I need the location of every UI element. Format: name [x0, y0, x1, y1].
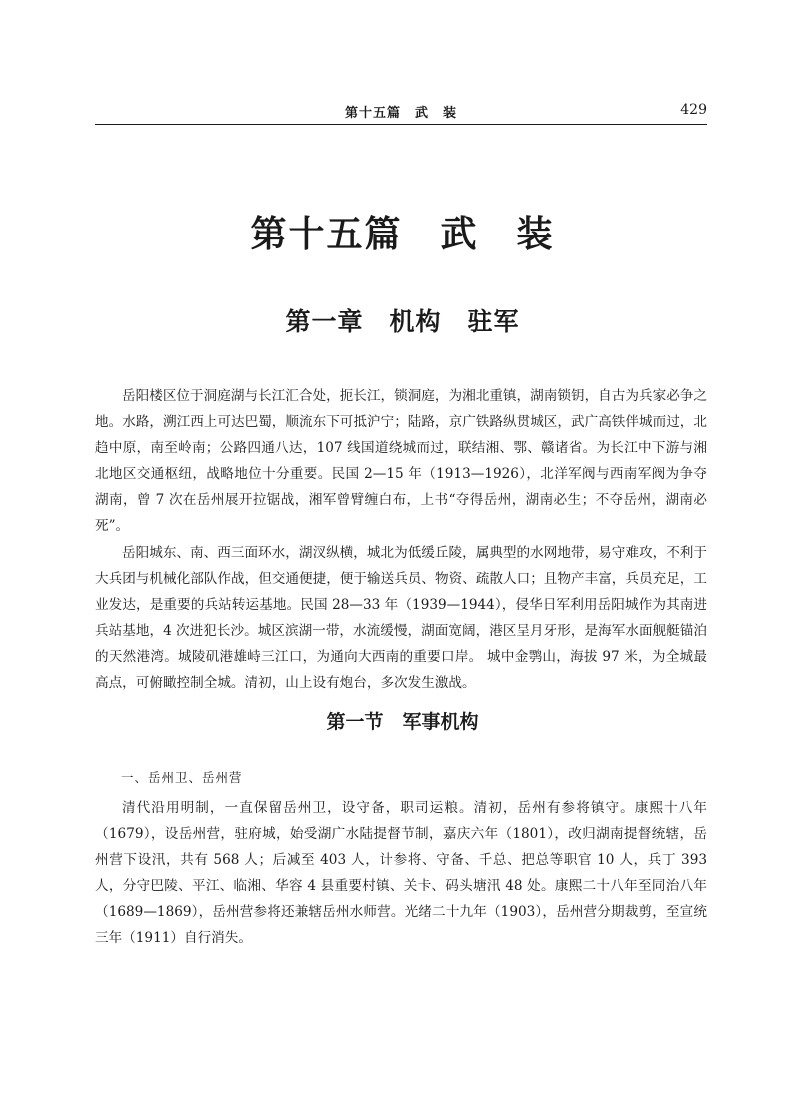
chapter-title: 第一章 机构 驻军: [285, 307, 520, 336]
running-title: 第十五篇 武 装: [344, 106, 457, 121]
intro-paragraph-2: 岳阳城东、南、西三面环水，湖汊纵横，城北为低缓丘陵，属典型的水网地带，易守难攻，不利于大兵团与机械化部队作战，但交通便捷，便于输送兵员、物资、疏散人口；且物产丰富，兵员充足，工业发达，是重要的兵站转运基地。民国 28—33 年（1939—1944），侵华日军利用岳阳城作为其南进兵站基地，4 次进犯长沙。城区滨湖一带，水流缓慢，湖面宽阔，港区呈月牙形，是海军水面舰艇锚泊的天然港湾。城陵矶港雄峙三江口，为通向大西南的重要口岸。 城中金鹗山，海拔 97 米，为全城最高点，可俯瞰控制全城。清初，山上设有炮台，多次发生激战。: [95, 545, 707, 691]
section-title: 第一节 军事机构: [326, 711, 479, 733]
subsection-title: 一、岳州卫、岳州营: [121, 770, 243, 785]
part-title: 第十五篇 武 装: [250, 214, 555, 255]
section-paragraph: 清代沿用明制，一直保留岳州卫，设守备，职司运粮。清初，岳州有参将镇守。康熙十八年（1679），设岳州营，驻府城，始受湖广水陆提督节制，嘉庆六年（1801），改归湖南提督统辖，岳州营下设汛，共有 568 人；后减至 403 人，计参将、守备、千总、把总等职官 10 人，兵丁 393 人，分守巴陵、平江、临湘、华容 4 县重要村镇、关卡、码头塘汛 48 处。康熙二十八年至同治八年（1689—1869），岳州营参将还兼辖岳州水师营。光绪二十九年（1903），岳州营分期裁剪，至宣统三年（1911）自行消失。: [95, 800, 707, 946]
page-number: 429: [680, 102, 707, 118]
intro-paragraph-1: 岳阳楼区位于洞庭湖与长江汇合处，扼长江，锁洞庭，为湘北重镇，湖南锁钥，自古为兵家必争之地。水路，溯江西上可达巴蜀，顺流东下可抵沪宁；陆路，京广铁路纵贯城区，武广高铁伴城而过，北趋中原，南至岭南；公路四通八达，107 线国道绕城而过，联结湘、鄂、赣诸省。为长江中下游与湘北地区交通枢纽，战略地位十分重要。民国 2—15 年（1913—1926），北洋军阀与西南军阀为争夺湖南，曾 7 次在岳州展开拉锯战，湘军曾臂缠白布，上书“夺得岳州，湖南必生；不夺岳州，湖南必死”。: [95, 388, 707, 534]
running-header: [95, 100, 707, 125]
